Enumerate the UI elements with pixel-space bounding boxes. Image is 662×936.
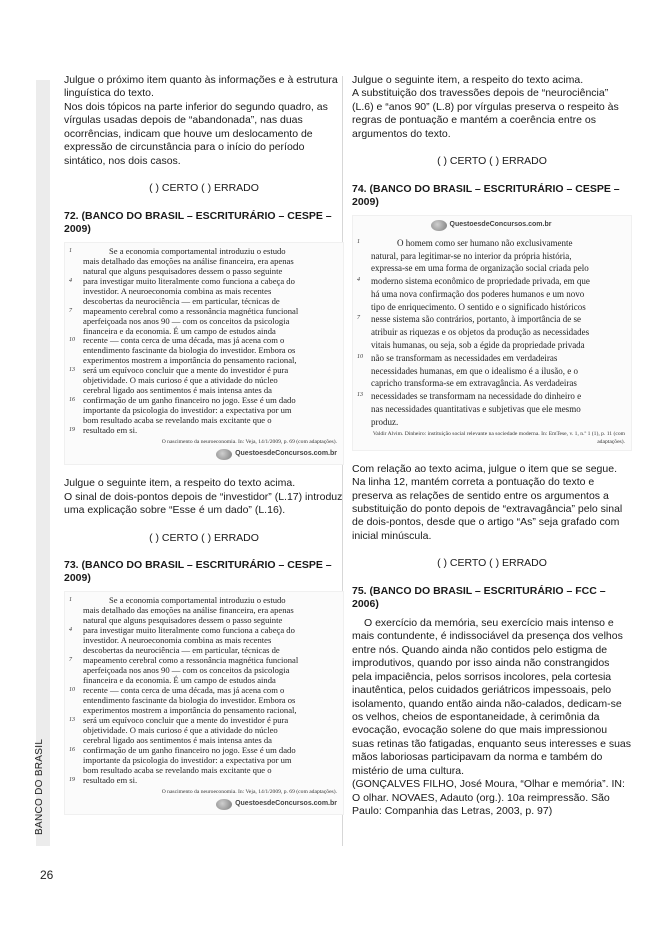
homem-text-lines: [357, 237, 625, 428]
q72-after-1: Julgue o seguinte item, a respeito do texto acima.: [64, 477, 296, 490]
left-intro-1: Julgue o próximo item quanto às informações e à estrutura linguística do texto.: [64, 74, 338, 100]
neuro-text-lines: [69, 596, 337, 785]
line-text: nesse sistema são contrários, portanto, à importância de se: [371, 314, 581, 325]
logo-text: QuestoesdeConcursos.com.br: [235, 450, 337, 458]
line-number: 13: [69, 367, 75, 374]
line-number: 16: [69, 746, 75, 753]
line-number: [69, 766, 83, 776]
line-text: bom resultado acaba se revelando mais excitante que o: [83, 764, 272, 775]
line-number: [69, 386, 83, 396]
line-text: natural que alguns pesquisadores dessem o passo seguinte: [83, 615, 283, 626]
logo-text: QuestoesdeConcursos.com.br: [235, 799, 337, 807]
line-number: 7: [69, 307, 72, 314]
line-number: [69, 376, 83, 386]
side-tab: [36, 80, 50, 846]
line-number: [69, 606, 83, 616]
page-number: 26: [40, 868, 54, 882]
line-text: necessidades humanas, em que o idealismo é a ilusão, e o: [371, 365, 578, 376]
line-number: [69, 666, 83, 676]
line-text: descobertas da neurociência — em particular, técnicas de: [83, 645, 280, 656]
line-number: [69, 736, 83, 746]
line-number: [357, 326, 371, 339]
line-number: 4: [69, 277, 72, 284]
line-number: 7: [69, 657, 72, 664]
text-line: [357, 339, 625, 352]
line-text: natural que alguns pesquisadores dessem o passo seguinte: [83, 265, 283, 276]
homem-text-source: Valdir Alvim. Dinheiro: instituição social relevante na sociedade moderna. In: EmTese, v. 1, n.º 1 (1), p. 11 (com adaptações).: [372, 431, 625, 445]
line-text: mais detalhado das emoções na análise financeira, era apenas: [83, 255, 294, 266]
line-text: mapeamento cerebral como a ressonância magnética funcional: [83, 655, 299, 666]
line-text: financeira e da economia. É um campo de estudos ainda: [83, 675, 276, 686]
line-text: será um equívoco concluir que a mente do investidor é pura: [83, 714, 289, 725]
text-line: [357, 237, 625, 250]
line-number: [357, 262, 371, 275]
line-text: moderno sistema econômico de propriedade privada, em que: [371, 276, 590, 287]
line-text: descobertas da neurociência — em particular, técnicas de: [83, 295, 280, 306]
line-number: [69, 616, 83, 626]
line-text: para investigar muito literalmente como funciona a cabeça do: [83, 625, 295, 636]
line-number: 16: [69, 397, 75, 404]
line-number: 10: [357, 353, 363, 360]
answer-choice: ( ) CERTO ( ) ERRADO: [149, 182, 259, 195]
text-line: [69, 317, 337, 327]
line-text: necessidades se transformam na necessidade do dinheiro e: [371, 391, 582, 402]
line-text: mapeamento cerebral como a ressonância magnética funcional: [83, 305, 299, 316]
neuro-text-image-73: [64, 591, 344, 815]
text-line: [357, 275, 625, 288]
line-number: 7: [357, 315, 360, 322]
line-number: 4: [357, 277, 360, 284]
text-line: [357, 301, 625, 314]
text-line: [69, 776, 337, 786]
line-text: experimentos mostrem a importância do pensamento racional,: [83, 355, 297, 366]
line-number: 19: [69, 427, 75, 434]
line-number: 13: [357, 392, 363, 399]
neuro-text-source: O nascimento da neuroeconomia. In: Veja, 14/1/2009, p. 69 (com adaptações).: [161, 788, 337, 795]
line-number: [69, 416, 83, 426]
line-text: entendimento fascinante da biologia do investidor. Embora os: [83, 695, 296, 705]
text-line: [357, 365, 625, 378]
line-text: O homem como ser humano não exclusivamente: [397, 237, 573, 248]
line-number: 10: [69, 337, 75, 344]
text-line: [357, 326, 625, 339]
text-line: [357, 377, 625, 390]
text-line: [357, 250, 625, 263]
site-logo: [357, 220, 625, 231]
text-line: [357, 288, 625, 301]
line-text: produz.: [371, 416, 399, 427]
q75-source: (GONÇALVES FILHO, José Moura, “Olhar e memória”. IN: O olhar. NOVAES, Adauto (org.). 10a reimpressão. São Paulo: Companhia das Letras, 2003, p. 97): [352, 778, 625, 818]
line-text: recente — conta cerca de uma década, mas já acena com o: [83, 335, 285, 346]
line-text: tipo de enriquecimento. O sentido e o significado históricos: [371, 301, 586, 312]
line-text: vitais humanas, ou seja, sob a égide da propriedade privada: [371, 340, 585, 350]
line-text: atribuir as riquezas e os objetos da produção as necessidades: [371, 327, 590, 338]
logo-icon: [216, 449, 232, 460]
text-line: [357, 403, 625, 416]
logo-icon: [431, 220, 447, 231]
line-text: cerebral ligado aos sentimentos é mais intensa antes da: [83, 385, 272, 396]
line-number: [69, 257, 83, 267]
question-73-title: 73. (BANCO DO BRASIL – ESCRITURÁRIO – CESPE – 2009): [64, 559, 332, 585]
neuro-text-source: O nascimento da neuroeconomia. In: Veja, 14/1/2009, p. 69 (com adaptações).: [161, 439, 337, 446]
homem-text-image: [352, 215, 632, 451]
question-74-title: 74. (BANCO DO BRASIL – ESCRITURÁRIO – CESPE – 2009): [352, 182, 620, 208]
neuro-text-image-72: [64, 242, 344, 466]
line-text: confirmação de um ganho financeiro no jogo. Esse é um dado: [83, 395, 296, 406]
site-logo: [69, 799, 337, 810]
line-number: [69, 636, 83, 646]
line-text: nas necessidades quantitativas e subjetivas que ele mesmo: [371, 403, 581, 414]
left-intro-2: Nos dois tópicos na parte inferior do segundo quadro, as vírgulas usadas depois de “abandonada”, nas duas ocorrências, indicam que houve um deslocamento de expressão de circunstância para o início do período sintático, nos dois casos.: [64, 100, 328, 167]
neuro-text-lines: [69, 247, 337, 436]
line-number: [69, 406, 83, 416]
line-text: mais detalhado das emoções na análise financeira, era apenas: [83, 605, 294, 616]
line-text: cerebral ligado aos sentimentos é mais intensa antes da: [83, 734, 272, 745]
line-number: 1: [69, 597, 72, 604]
line-text: bom resultado acaba se revelando mais excitante que o: [83, 415, 272, 426]
right-intro-2: A substituição dos travessões depois de “neurociência” (L.6) e “anos 90” (L.8) por vírgulas preserva o respeito às regras de pontuação e mantém a coerência entre os argumentos do texto.: [352, 87, 619, 140]
line-number: 19: [69, 776, 75, 783]
line-number: [69, 287, 83, 297]
line-number: [357, 301, 371, 314]
text-line: [357, 416, 625, 429]
line-text: aperfeiçoada nos anos 90 — com os conceitos da psicologia: [83, 665, 290, 676]
line-text: aperfeiçoada nos anos 90 — com os conceitos da psicologia: [83, 315, 290, 326]
line-text: será um equívoco concluir que a mente do investidor é pura: [83, 365, 289, 376]
line-text: recente — conta cerca de uma década, mas já acena com o: [83, 685, 285, 696]
line-number: [69, 646, 83, 656]
q75-text: O exercício da memória, seu exercício mais intenso e mais contundente, é indissociável da presença dos velhos entre nós. Quando ainda não contidos pelo estigma de improdutivos, quando por isso ainda não constrangidos pela impaciência, pelos sorrisos incolores, pela cortesia inautêntica, pelos cuidados geriátricos impessoais, pelo isolamento, quando então ainda não-calados, dedicam-se os velhos, cheios de espontaneidade, à cerimônia da evocação, evocação solene do que mais impressionou suas retinas tão fatigadas, enquanto seus interesses e suas mãos laboriosas participavam da norma e também do mistério de uma cultura.: [352, 616, 632, 777]
line-text: investidor. A neuroeconomia combina as mais recentes: [83, 285, 272, 296]
line-number: 1: [357, 238, 360, 245]
text-line: [357, 313, 625, 326]
line-text: para investigar muito literalmente como funciona a cabeça do: [83, 275, 295, 286]
line-number: 1: [69, 247, 72, 254]
logo-icon: [216, 799, 232, 810]
line-number: [357, 339, 371, 352]
left-column: [64, 74, 344, 827]
text-line: [69, 426, 337, 436]
question-72-title: 72. (BANCO DO BRASIL – ESCRITURÁRIO – CESPE – 2009): [64, 209, 332, 235]
text-line: [357, 390, 625, 403]
logo-text: QuestoesdeConcursos.com.br: [449, 220, 552, 228]
answer-choice: ( ) CERTO ( ) ERRADO: [437, 155, 547, 168]
q72-after-2: O sinal de dois-pontos depois de “investidor” (L.17) introduz uma explicação sobre “Esse é um dado” (L.16).: [64, 490, 343, 517]
line-text: objetividade. O mais curioso é que a atividade do núcleo: [83, 724, 278, 735]
q74-after: Com relação ao texto acima, julgue o item que se segue. Na linha 12, mantém correta a pontuação do texto e preserva as relações de sentido entre os argumentos a substituição do ponto depois de “extravagância” pelo sinal de dois-pontos, desde que o artigo “As” seja grafado com inicial minúscula.: [352, 462, 623, 542]
line-number: [69, 726, 83, 736]
line-number: [69, 327, 83, 337]
line-number: [357, 365, 371, 378]
question-75-title: 75. (BANCO DO BRASIL – ESCRITURÁRIO – FCC – 2006): [352, 584, 606, 610]
line-text: confirmação de um ganho financeiro no jogo. Esse é um dado: [83, 744, 296, 755]
line-text: objetividade. O mais curioso é que a atividade do núcleo: [83, 375, 278, 386]
line-text: expressa-se em uma forma de organização social criada pelo: [371, 263, 589, 274]
line-number: [69, 706, 83, 716]
line-text: Se a economia comportamental introduziu o estudo: [109, 595, 286, 606]
line-number: [69, 696, 83, 706]
line-number: [69, 356, 83, 366]
line-text: investidor. A neuroeconomia combina as mais recentes: [83, 635, 272, 646]
line-number: [69, 676, 83, 686]
line-text: resultado em si.: [83, 774, 138, 785]
line-text: importante da psicologia do investidor: a expectativa por um: [83, 754, 292, 765]
line-text: entendimento fascinante da biologia do investidor. Embora os: [83, 345, 296, 356]
answer-choice: ( ) CERTO ( ) ERRADO: [149, 531, 259, 544]
line-text: capricho transforma-se em extravagância. As verdadeiras: [371, 378, 577, 389]
line-number: [69, 317, 83, 327]
right-column: [352, 74, 632, 819]
site-logo: [69, 449, 337, 460]
line-number: 13: [69, 716, 75, 723]
line-number: [69, 346, 83, 356]
right-intro-1: Julgue o seguinte item, a respeito do texto acima.: [352, 74, 584, 86]
text-line: [357, 352, 625, 365]
line-number: [357, 403, 371, 416]
line-text: há uma nova confirmação dos poderes humanos e um novo: [371, 288, 585, 299]
line-number: [69, 297, 83, 307]
line-text: financeira e da economia. É um campo de estudos ainda: [83, 325, 276, 336]
line-number: [357, 288, 371, 301]
line-text: não se transformam as necessidades em verdadeiras: [371, 352, 558, 363]
line-text: importante da psicologia do investidor: a expectativa por um: [83, 405, 292, 416]
line-number: 10: [69, 687, 75, 694]
line-number: [357, 250, 371, 263]
line-text: natural, para legitimar-se no interior da própria história,: [371, 250, 572, 261]
line-text: experimentos mostrem a importância do pensamento racional,: [83, 704, 297, 715]
line-number: [69, 756, 83, 766]
text-line: [357, 262, 625, 275]
line-text: Se a economia comportamental introduziu o estudo: [109, 245, 286, 256]
line-number: [357, 377, 371, 390]
line-text: resultado em si.: [83, 425, 138, 436]
line-number: [69, 267, 83, 277]
line-number: [357, 416, 371, 429]
answer-choice: ( ) CERTO ( ) ERRADO: [437, 557, 547, 570]
line-number: 4: [69, 627, 72, 634]
side-section-label: BANCO DO BRASIL: [34, 738, 45, 835]
